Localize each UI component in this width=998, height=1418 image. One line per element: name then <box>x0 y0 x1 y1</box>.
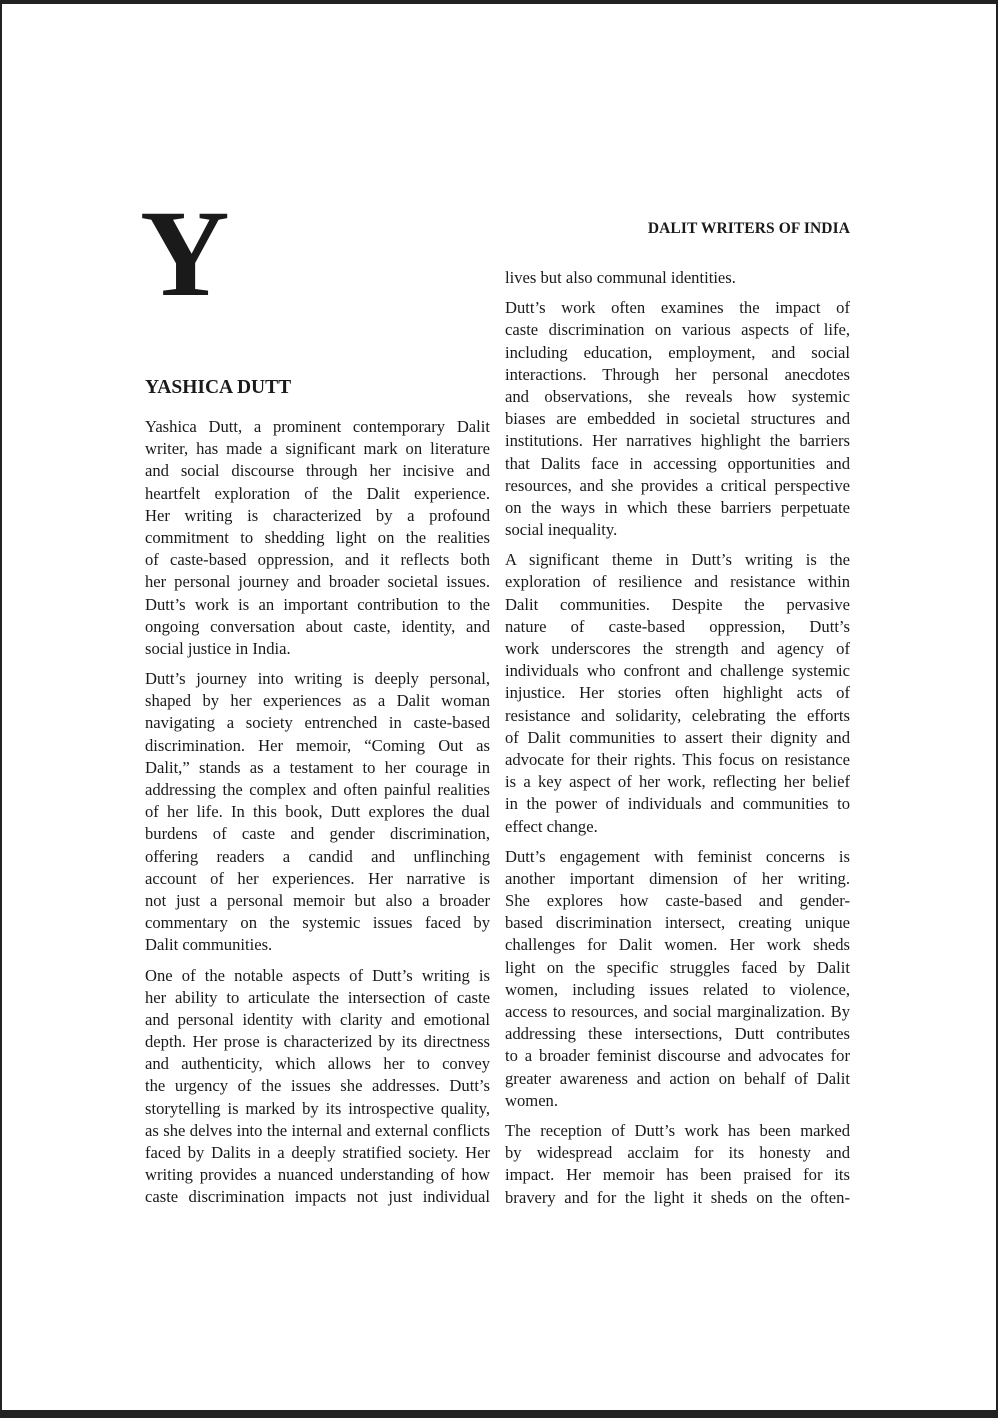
paragraph <box>145 965 490 1209</box>
text-line: is a key aspect of her work, reflecting her belief <box>505 772 850 792</box>
text-line: not just a personal memoir but also a broader <box>145 890 490 910</box>
text-line: institutions. Her narratives highlight the barriers <box>505 431 850 451</box>
text-line: ongoing conversation about caste, identity, and <box>145 616 490 636</box>
text-line: Dutt’s engagement with feminist concerns is <box>505 846 850 866</box>
text-line: of her life. In this book, Dutt explores the dual <box>145 802 490 822</box>
text-line: and observations, she reveals how systemic <box>505 386 850 406</box>
text-line: Her writing is characterized by a profound <box>145 505 490 525</box>
text-line: offering readers a candid and unflinching <box>145 846 490 866</box>
paragraph <box>145 668 490 956</box>
text-line: injustice. Her stories often highlight acts of <box>505 683 850 703</box>
text-line: biases are embedded in societal structures and <box>505 409 850 429</box>
text-line: in the power of individuals and communities to <box>505 794 850 814</box>
text-line: addressing the complex and often painful realities <box>145 780 490 799</box>
text-line: exploration of resilience and resistance within <box>505 572 850 592</box>
text-line: access to resources, and social marginalization. By <box>505 1002 850 1021</box>
text-line: women, including issues related to violence, <box>505 979 850 999</box>
text-line: another important dimension of her writing. <box>505 868 850 888</box>
text-line: greater awareness and action on behalf of Dalit <box>505 1068 850 1088</box>
text-line: navigating a society entrenched in caste-based <box>145 713 490 733</box>
right-column <box>505 267 850 1217</box>
text-line: commitment to shedding light on the realities <box>145 527 490 547</box>
book-page <box>2 4 996 1410</box>
text-line: Dalit,” stands as a testament to her courage in <box>145 757 490 777</box>
text-line: writing provides a nuanced understanding of how <box>145 1165 490 1185</box>
text-line: based discrimination intersect, creating unique <box>505 913 850 933</box>
text-line: caste discrimination impacts not just individual <box>145 1187 490 1207</box>
text-line: individuals who confront and challenge systemic <box>505 661 850 681</box>
text-line: by widespread acclaim for its honesty and <box>505 1143 850 1163</box>
author-heading: YASHICA DUTT <box>145 377 292 398</box>
paragraph <box>505 549 850 837</box>
text-line: caste discrimination on various aspects of life, <box>505 320 850 340</box>
text-line: Yashica Dutt, a prominent contemporary Dalit <box>145 417 490 436</box>
text-line: and social discourse through her incisive and <box>145 461 490 481</box>
text-line: effect change. <box>505 816 598 836</box>
text-line: impact. Her memoir has been praised for its <box>505 1165 850 1185</box>
text-line: A significant theme in Dutt’s writing is the <box>505 550 850 570</box>
text-line: challenges for Dalit women. Her work sheds <box>505 935 850 955</box>
text-line: to a broader feminist discourse and advocates for <box>505 1046 850 1066</box>
text-line: heartfelt exploration of the Dalit experience. <box>145 483 490 503</box>
paragraph <box>505 1120 850 1209</box>
text-line: interactions. Through her personal anecdotes <box>505 364 850 384</box>
text-line: nature of caste-based oppression, Dutt’s <box>505 616 850 636</box>
text-line: Dutt’s work is an important contribution to the <box>145 594 490 614</box>
text-line: The reception of Dutt’s work has been marked <box>505 1120 850 1140</box>
text-line: social justice in India. <box>145 638 291 658</box>
text-line: social inequality. <box>505 520 618 540</box>
text-line: faced by Dalits in a deeply stratified society. Her <box>145 1143 490 1162</box>
text-line: addressing these intersections, Dutt contributes <box>505 1024 850 1044</box>
text-line: that Dalits face in accessing opportunities and <box>505 453 850 473</box>
text-line: storytelling is marked by its introspective quality, <box>145 1098 490 1118</box>
text-line: bravery and for the light it sheds on the often- <box>505 1187 850 1207</box>
text-line: advocate for their rights. This focus on resistance <box>505 749 850 769</box>
text-line: on the ways in which these barriers perpetuate <box>505 497 850 517</box>
text-line: as she delves into the internal and external conflicts <box>145 1120 490 1140</box>
text-line: women. <box>505 1090 558 1110</box>
text-line: One of the notable aspects of Dutt’s writing is <box>145 965 490 985</box>
text-line: Dutt’s work often examines the impact of <box>505 298 850 318</box>
text-line: commentary on the systemic issues faced by <box>145 913 490 933</box>
paragraph <box>505 846 850 1112</box>
text-line: lives but also communal identities. <box>505 268 736 287</box>
paragraph <box>505 297 850 541</box>
text-line: light on the specific struggles faced by Dalit <box>505 957 850 977</box>
text-line: work underscores the strength and agency of <box>505 639 850 658</box>
text-line: Dutt’s journey into writing is deeply personal, <box>145 669 490 689</box>
text-line: including education, employment, and social <box>505 342 850 362</box>
text-line: her ability to articulate the intersection of caste <box>145 987 490 1007</box>
text-line: shaped by her experiences as a Dalit woman <box>145 691 490 711</box>
left-column <box>145 416 490 1217</box>
text-line: resistance and solidarity, celebrating the efforts <box>505 705 850 725</box>
text-line: resources, and she provides a critical perspective <box>505 475 850 495</box>
text-line: account of her experiences. Her narrative is <box>145 868 490 888</box>
text-line: her personal journey and broader societal issues. <box>145 572 490 592</box>
text-line: writer, has made a significant mark on literature <box>145 439 490 459</box>
running-head: DALIT WRITERS OF INDIA <box>647 220 850 237</box>
text-line: discrimination. Her memoir, “Coming Out as <box>145 735 490 755</box>
paragraph <box>505 267 850 289</box>
text-line: the urgency of the issues she addresses. Dutt’s <box>145 1076 490 1096</box>
text-line: of Dalit communities to assert their dignity and <box>505 727 850 747</box>
text-line: and authenticity, which allows her to convey <box>145 1054 490 1074</box>
text-line: burdens of caste and gender discrimination, <box>145 824 490 844</box>
text-line: and personal identity with clarity and emotional <box>145 1009 490 1029</box>
text-line: Dalit communities. <box>145 935 273 955</box>
text-line: Dalit communities. Despite the pervasive <box>505 594 850 614</box>
paragraph <box>145 416 490 660</box>
section-letter: Y <box>140 185 230 322</box>
text-line: She explores how caste-based and gender- <box>505 891 850 911</box>
text-line: depth. Her prose is characterized by its directness <box>145 1032 490 1052</box>
text-line: of caste-based oppression, and it reflects both <box>145 550 490 570</box>
